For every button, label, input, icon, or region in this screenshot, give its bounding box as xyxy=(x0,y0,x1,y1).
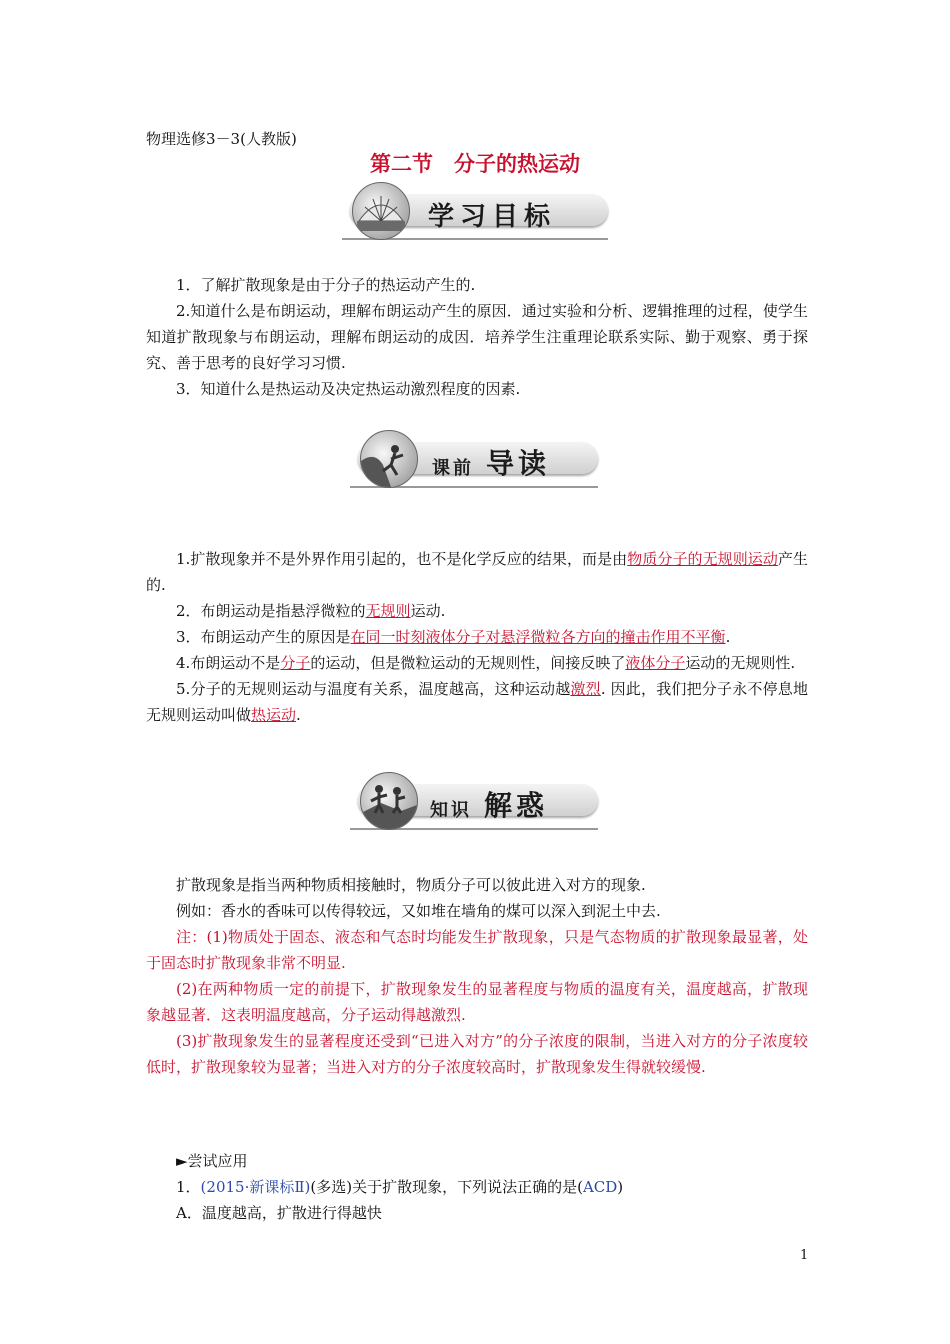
preview-banner xyxy=(350,430,598,490)
objectives-list xyxy=(146,272,808,402)
explain-definition: 扩散现象是指当两种物质相接触时，物质分子可以彼此进入对方的现象. xyxy=(176,876,646,894)
objective-3: 3．知道什么是热运动及决定热运动激烈程度的因素. xyxy=(176,380,521,398)
objectives-banner-text: 学习目标 xyxy=(428,202,557,232)
answer-blank: 分子 xyxy=(280,654,311,672)
option-a: A．温度越高，扩散进行得越快 xyxy=(176,1204,382,1222)
explain-example: 例如：香水的香味可以传得较远，又如堆在墙角的煤可以深入到泥土中去. xyxy=(176,902,661,920)
preview-item-4: 4.布朗运动不是分子的运动，但是微粒运动的无规则性，间接反映了液体分子运动的无规则性. xyxy=(176,654,796,672)
answer-blank: 热运动 xyxy=(251,706,297,724)
practice-section xyxy=(146,1148,808,1226)
question-source: (2015·新课标Ⅱ) xyxy=(200,1178,311,1196)
preview-banner-text-small: 课前 xyxy=(432,458,474,479)
question-answer: ACD xyxy=(582,1178,618,1196)
question-1: 1．(2015·新课标Ⅱ)(多选)关于扩散现象，下列说法正确的是(ACD) xyxy=(176,1178,624,1196)
explain-note-3: (3)扩散现象发生的显著程度还受到“已进入对方”的分子浓度的限制，当进入对方的分子浓度较低时，扩散现象较为显著；当进入对方的分子浓度较高时，扩散现象发生得就较缓慢. xyxy=(146,1032,808,1076)
explain-banner-text-small: 知识 xyxy=(430,800,472,821)
book-icon xyxy=(352,182,410,240)
preview-list xyxy=(146,546,808,728)
objectives-banner xyxy=(342,182,608,242)
climber-icon xyxy=(360,430,418,488)
preview-item-1: 1.扩散现象并不是外界作用引起的，也不是化学反应的结果，而是由物质分子的无规则运动产生的. xyxy=(146,550,808,594)
objective-2: 2.知道什么是布朗运动，理解布朗运动产生的原因．通过实验和分析、逻辑推理的过程，使学生知道扩散现象与布朗运动，理解布朗运动的成因．培养学生注重理论联系实际、勤于观察、勇于探究、善于思考的良好学习习惯. xyxy=(146,302,808,372)
objective-1: 1．了解扩散现象是由于分子的热运动产生的. xyxy=(176,276,476,294)
answer-blank: 在同一时刻液体分子对悬浮微粒各方向的撞击作用不平衡 xyxy=(350,628,726,646)
course-header: 物理选修3－3(人教版) xyxy=(146,130,297,148)
page-number: 1 xyxy=(800,1248,809,1263)
answer-blank: 液体分子 xyxy=(625,654,686,672)
explain-banner-text-large: 解惑 xyxy=(484,789,549,822)
practice-heading: ►尝试应用 xyxy=(176,1152,248,1170)
answer-blank: 物质分子的无规则运动 xyxy=(627,550,778,568)
hikers-icon xyxy=(360,772,418,830)
explain-note-1: 注：(1)物质处于固态、液态和气态时均能发生扩散现象，只是气态物质的扩散现象最显著，处于固态时扩散现象非常不明显. xyxy=(146,928,808,972)
preview-item-3: 3．布朗运动产生的原因是在同一时刻液体分子对悬浮微粒各方向的撞击作用不平衡. xyxy=(176,628,731,646)
preview-item-2: 2．布朗运动是指悬浮微粒的无规则运动. xyxy=(176,602,446,620)
explain-section xyxy=(146,872,808,1080)
explain-note-2: (2)在两种物质一定的前提下，扩散现象发生的显著程度与物质的温度有关，温度越高，扩散现象越显著．这表明温度越高，分子运动得越激烈. xyxy=(146,980,808,1024)
preview-item-5: 5.分子的无规则运动与温度有关系，温度越高，这种运动越激烈. 因此，我们把分子永不停息地无规则运动叫做热运动. xyxy=(146,680,808,724)
preview-banner-text-large: 导读 xyxy=(486,447,551,480)
explain-banner xyxy=(350,772,598,832)
answer-blank: 激烈 xyxy=(570,680,601,698)
answer-blank: 无规则 xyxy=(365,602,411,620)
section-title: 第二节 分子的热运动 xyxy=(370,152,580,176)
